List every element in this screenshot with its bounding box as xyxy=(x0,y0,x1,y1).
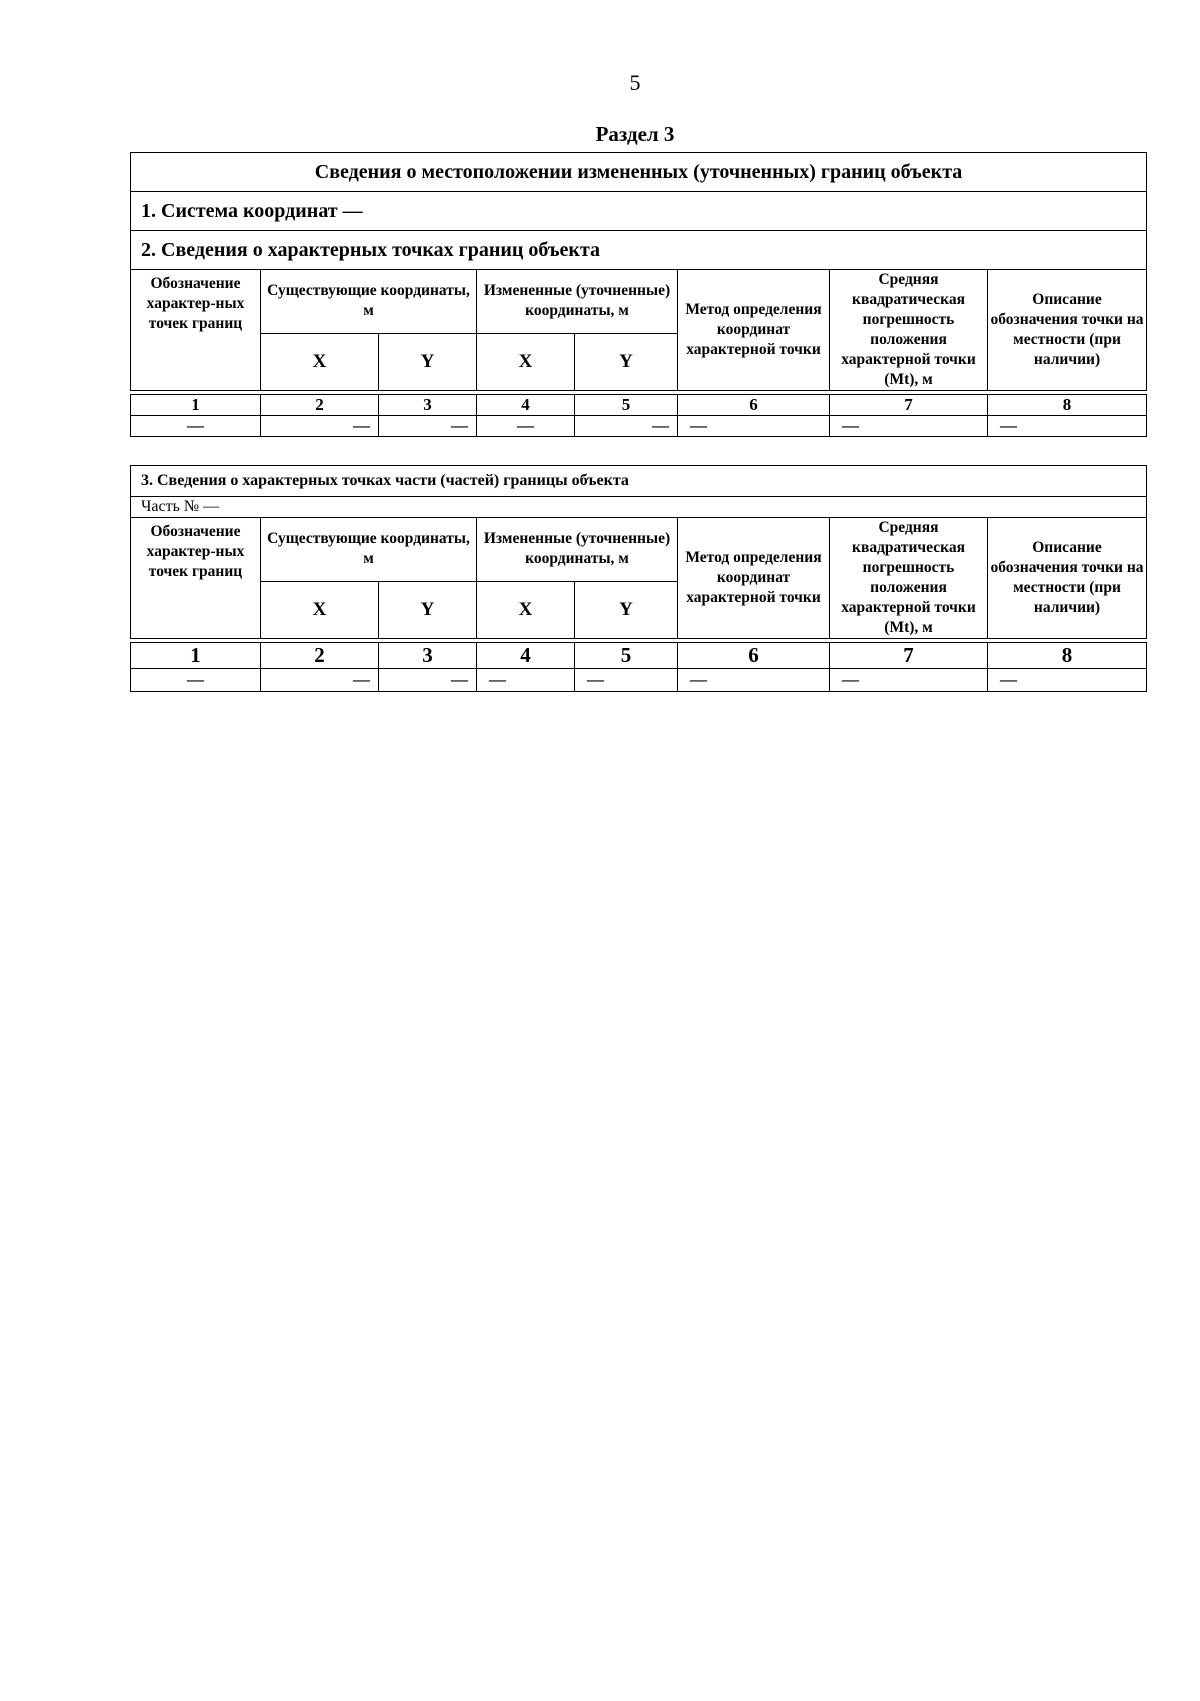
header-existing-y: Y xyxy=(379,333,477,390)
table-row xyxy=(131,416,1147,437)
header-changed-y: Y xyxy=(575,581,678,638)
header-existing-coordinates: Существующие координаты, м xyxy=(261,270,477,334)
subsection-title: 2. Сведения о характерных точках границ объекта xyxy=(131,231,1147,270)
table-cell: — xyxy=(477,669,575,692)
table-cell: — xyxy=(379,416,477,437)
header-designation: Обозначение характер-ных точек границ xyxy=(131,270,261,391)
header-changed-x: X xyxy=(477,581,575,638)
subsection-title: 3. Сведения о характерных точках части (частей) границы объекта xyxy=(131,466,1147,497)
column-number: 6 xyxy=(678,643,830,669)
column-number: 5 xyxy=(575,643,678,669)
table-cell: — xyxy=(131,669,261,692)
header-description: Описание обозначения точки на местности (при наличии) xyxy=(988,270,1147,391)
column-number-row xyxy=(131,395,1147,416)
table-cell: — xyxy=(830,669,988,692)
column-number-row xyxy=(131,643,1147,669)
header-description: Описание обозначения точки на местности (при наличии) xyxy=(988,518,1147,639)
boundary-table xyxy=(130,152,1147,437)
table-cell: — xyxy=(988,416,1147,437)
column-number: 3 xyxy=(379,643,477,669)
column-number: 1 xyxy=(131,395,261,416)
column-number: 4 xyxy=(477,643,575,669)
header-error: Средняя квадратическая погрешность положения характерной точки (Mt), м xyxy=(830,270,988,391)
column-number: 4 xyxy=(477,395,575,416)
table-cell: — xyxy=(131,416,261,437)
table-banner: Сведения о местоположении измененных (уточненных) границ объекта xyxy=(131,153,1147,192)
header-changed-coordinates: Измененные (уточненные) координаты, м xyxy=(477,270,678,334)
part-boundary-table xyxy=(130,465,1147,692)
column-number: 7 xyxy=(830,395,988,416)
table-cell: — xyxy=(988,669,1147,692)
column-number: 3 xyxy=(379,395,477,416)
table-cell: — xyxy=(678,416,830,437)
table-cell: — xyxy=(261,669,379,692)
table-cell: — xyxy=(830,416,988,437)
header-method: Метод определения координат характерной точки xyxy=(678,518,830,639)
header-designation: Обозначение характер-ных точек границ xyxy=(131,518,261,639)
column-number: 5 xyxy=(575,395,678,416)
table-cell: — xyxy=(379,669,477,692)
column-number: 8 xyxy=(988,395,1147,416)
header-existing-x: X xyxy=(261,333,379,390)
header-existing-x: X xyxy=(261,581,379,638)
table-cell: — xyxy=(261,416,379,437)
header-error: Средняя квадратическая погрешность положения характерной точки (Mt), м xyxy=(830,518,988,639)
coordinate-system-label: 1. Система координат — xyxy=(131,192,1147,231)
header-existing-coordinates: Существующие координаты, м xyxy=(261,518,477,582)
page-number: 5 xyxy=(629,70,641,95)
column-number: 1 xyxy=(131,643,261,669)
table-row xyxy=(131,669,1147,692)
section-title: Раздел 3 xyxy=(595,122,675,146)
header-method: Метод определения координат характерной точки xyxy=(678,270,830,391)
column-number: 2 xyxy=(261,395,379,416)
header-existing-y: Y xyxy=(379,581,477,638)
column-number: 7 xyxy=(830,643,988,669)
header-changed-coordinates: Измененные (уточненные) координаты, м xyxy=(477,518,678,582)
table-cell: — xyxy=(575,669,678,692)
header-changed-y: Y xyxy=(575,333,678,390)
table-cell: — xyxy=(477,416,575,437)
table-cell: — xyxy=(575,416,678,437)
column-number: 2 xyxy=(261,643,379,669)
part-number-label: Часть № — xyxy=(131,497,1147,518)
column-number: 8 xyxy=(988,643,1147,669)
header-changed-x: X xyxy=(477,333,575,390)
column-number: 6 xyxy=(678,395,830,416)
table-cell: — xyxy=(678,669,830,692)
